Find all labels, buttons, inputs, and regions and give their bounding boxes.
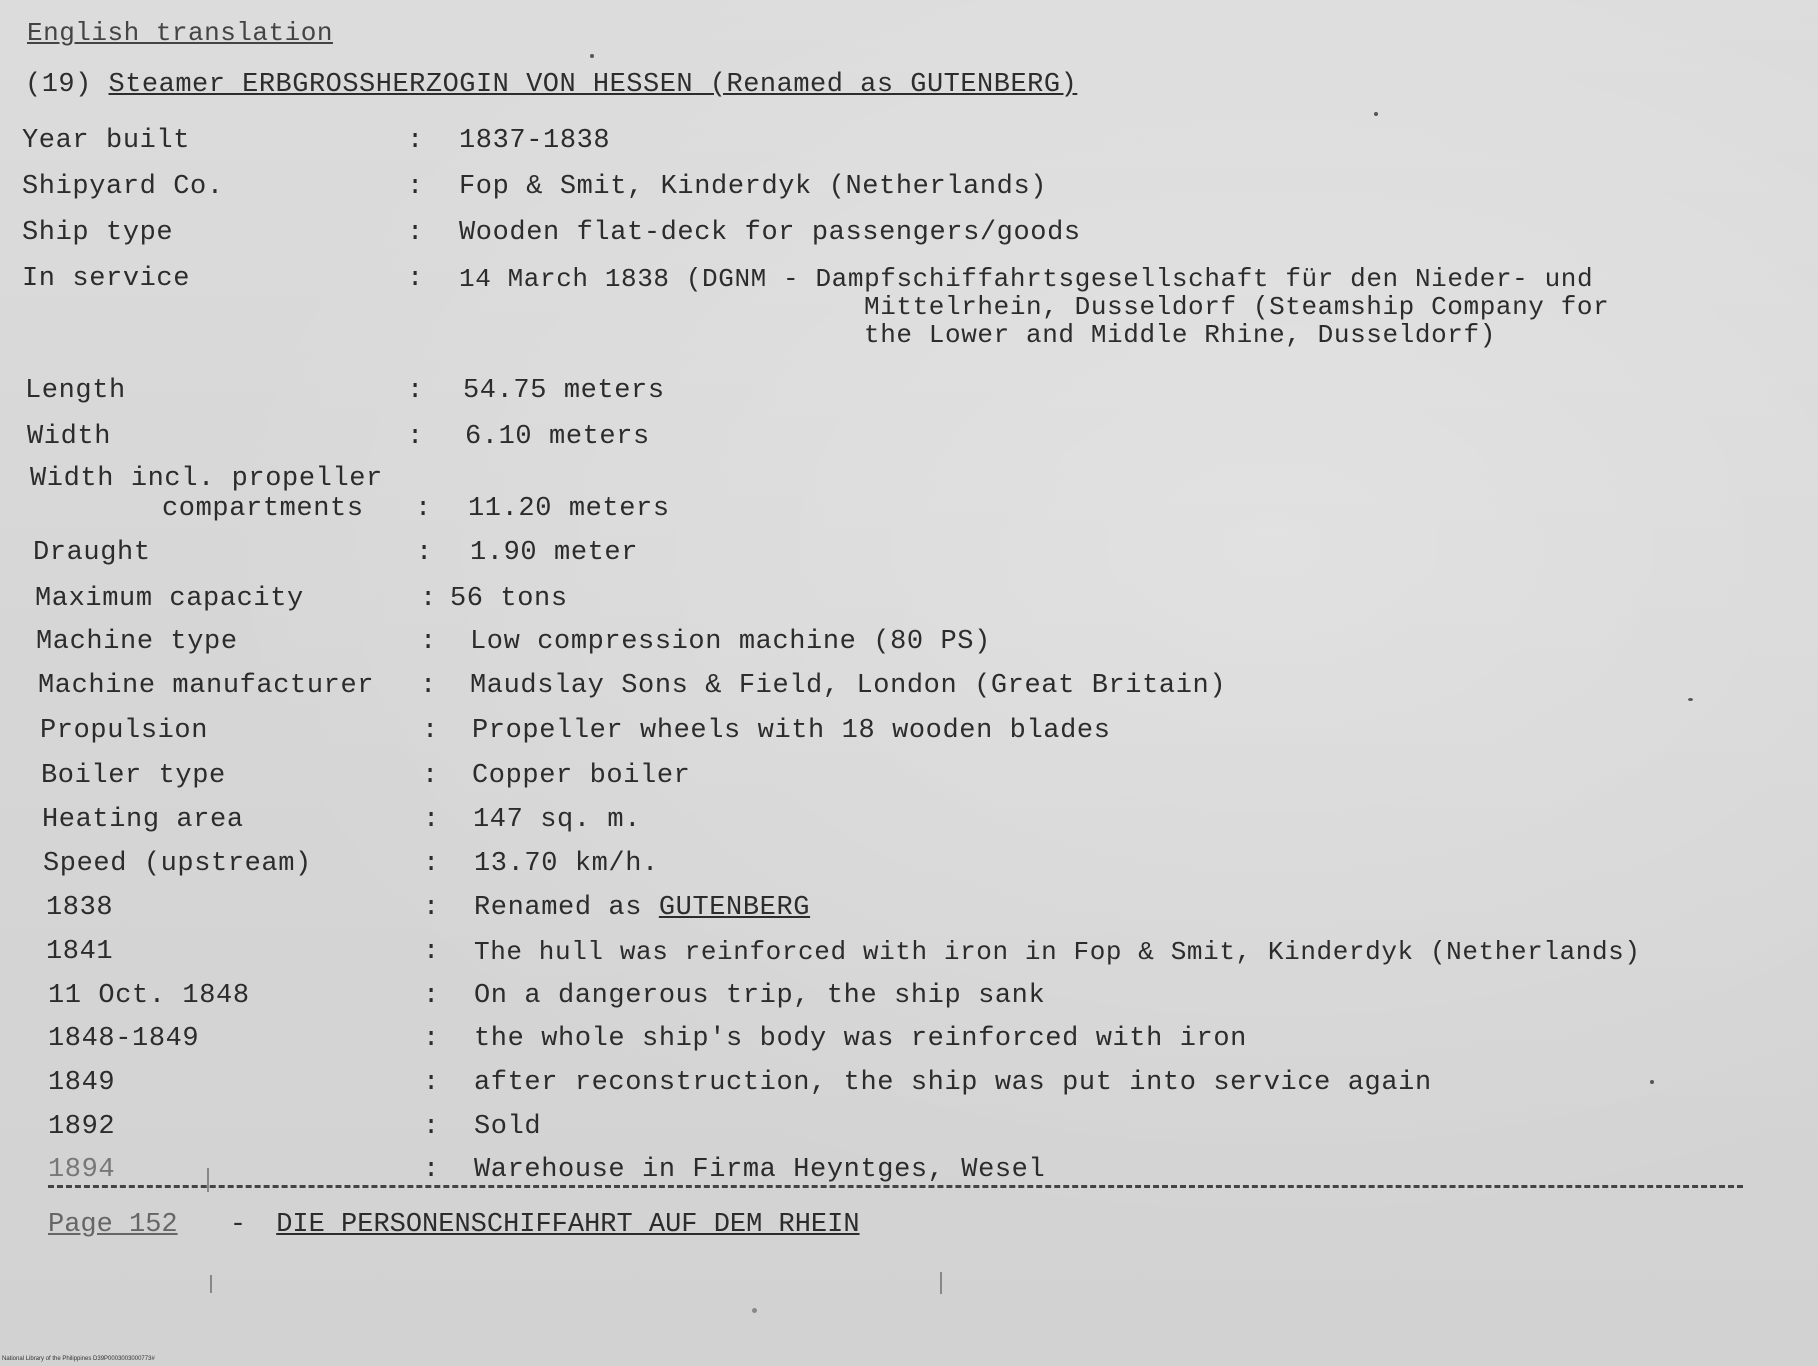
spec-label: In service <box>22 264 191 294</box>
spec-label: Draught <box>33 538 151 568</box>
scan-speck <box>1374 112 1378 116</box>
spec-colon: : <box>415 494 432 524</box>
spec-value: Wooden flat-deck for passengers/goods <box>459 218 1081 248</box>
spec-value: 56 tons <box>450 584 568 614</box>
spec-label: Propulsion <box>40 716 209 746</box>
spec-label: Maximum capacity <box>35 584 304 614</box>
spec-colon: : <box>407 172 424 202</box>
archive-stamp: National Library of the Philippines D39P0003003000773# <box>2 1356 155 1362</box>
spec-value: 13.70 km/h. <box>474 849 659 879</box>
spec-value: 1837-1838 <box>459 126 611 156</box>
history-year: 1892 <box>48 1112 116 1142</box>
history-event-ship-name: GUTENBERG <box>658 893 811 923</box>
spec-colon: : <box>407 218 424 248</box>
spec-label: Machine manufacturer <box>38 671 375 701</box>
spec-label: Machine type <box>36 627 238 657</box>
title-number: (19) <box>25 70 92 100</box>
history-year: 1849 <box>48 1068 116 1098</box>
spec-value: 54.75 meters <box>463 376 665 406</box>
spec-colon: : <box>423 1024 440 1054</box>
spec-value: Maudslay Sons & Field, London (Great Britain) <box>470 671 1227 701</box>
history-event: the whole ship's body was reinforced with iron <box>474 1024 1247 1054</box>
spec-value: Low compression machine (80 PS) <box>470 627 991 657</box>
spec-colon: : <box>407 126 424 156</box>
history-year: 1848-1849 <box>48 1024 200 1054</box>
spec-colon: : <box>423 849 440 879</box>
spec-colon: : <box>416 538 433 568</box>
scan-speck <box>590 54 594 58</box>
spec-value: Mittelrhein, Dusseldorf (Steamship Company for <box>864 292 1610 322</box>
history-event: Warehouse in Firma Heyntges, Wesel <box>474 1155 1046 1185</box>
page-footer <box>48 1210 860 1240</box>
spec-colon: : <box>423 805 440 835</box>
scan-mark <box>210 1275 212 1293</box>
spec-label: Boiler type <box>41 761 226 791</box>
spec-label: Width incl. propeller <box>30 464 383 494</box>
scan-speck <box>752 1308 757 1313</box>
history-year: 1838 <box>46 893 114 923</box>
spec-colon: : <box>420 671 437 701</box>
spec-colon: : <box>407 264 424 294</box>
spec-label: Ship type <box>22 218 174 248</box>
spec-colon: : <box>423 1112 440 1142</box>
spec-value: 11.20 meters <box>468 494 670 524</box>
spec-value: 1.90 meter <box>470 538 639 568</box>
spec-value: Propeller wheels with 18 wooden blades <box>472 716 1111 746</box>
spec-value: 14 March 1838 (DGNM - Dampfschiffahrtsgesellschaft für den Nieder- und <box>459 264 1594 294</box>
document-title <box>25 70 1077 100</box>
document-header: English translation <box>27 18 333 48</box>
history-event <box>474 893 810 923</box>
spec-value: 147 sq. m. <box>473 805 642 835</box>
history-event: after reconstruction, the ship was put into service again <box>474 1068 1432 1098</box>
spec-colon: : <box>423 1155 440 1185</box>
spec-colon: : <box>423 981 440 1011</box>
history-event: The hull was reinforced with iron in Fop & Smit, Kinderdyk (Netherlands) <box>474 937 1641 967</box>
scan-mark <box>940 1272 942 1294</box>
spec-label: Length <box>25 376 126 406</box>
spec-colon: : <box>422 716 439 746</box>
spec-colon: : <box>420 627 437 657</box>
history-event: On a dangerous trip, the ship sank <box>474 981 1046 1011</box>
scan-speck <box>1650 1080 1654 1084</box>
spec-label: compartments <box>162 494 364 524</box>
spec-label: Shipyard Co. <box>22 172 224 202</box>
spec-label: Year built <box>22 126 191 156</box>
spec-colon: : <box>407 422 424 452</box>
history-year: 1841 <box>46 937 114 967</box>
spec-colon: : <box>407 376 424 406</box>
spec-colon: : <box>423 937 440 967</box>
footer-book-title: DIE PERSONENSCHIFFAHRT AUF DEM RHEIN <box>276 1210 860 1240</box>
spec-value: Fop & Smit, Kinderdyk (Netherlands) <box>459 172 1048 202</box>
spec-value: 6.10 meters <box>465 422 650 452</box>
spec-label: Speed (upstream) <box>43 849 312 879</box>
spec-colon: : <box>422 761 439 791</box>
footer-page-number: Page 152 <box>48 1210 178 1240</box>
footer-separator: - <box>229 1210 247 1240</box>
history-event-prefix: Renamed as <box>474 893 659 923</box>
history-year: 11 Oct. 1848 <box>48 981 250 1011</box>
spec-value: the Lower and Middle Rhine, Dusseldorf) <box>864 320 1496 350</box>
spec-colon: : <box>420 584 437 614</box>
spec-value: Copper boiler <box>472 761 691 791</box>
dashed-divider <box>48 1185 1743 1188</box>
spec-colon: : <box>423 1068 440 1098</box>
spec-label: Heating area <box>42 805 244 835</box>
title-ship-name: Steamer ERBGROSSHERZOGIN VON HESSEN (Renamed as GUTENBERG) <box>108 70 1078 100</box>
history-event: Sold <box>474 1112 542 1142</box>
spec-label: Width <box>27 422 112 452</box>
scan-speck <box>1688 698 1693 701</box>
spec-colon: : <box>423 893 440 923</box>
scan-mark <box>207 1168 209 1192</box>
history-year: 1894 <box>48 1155 116 1185</box>
